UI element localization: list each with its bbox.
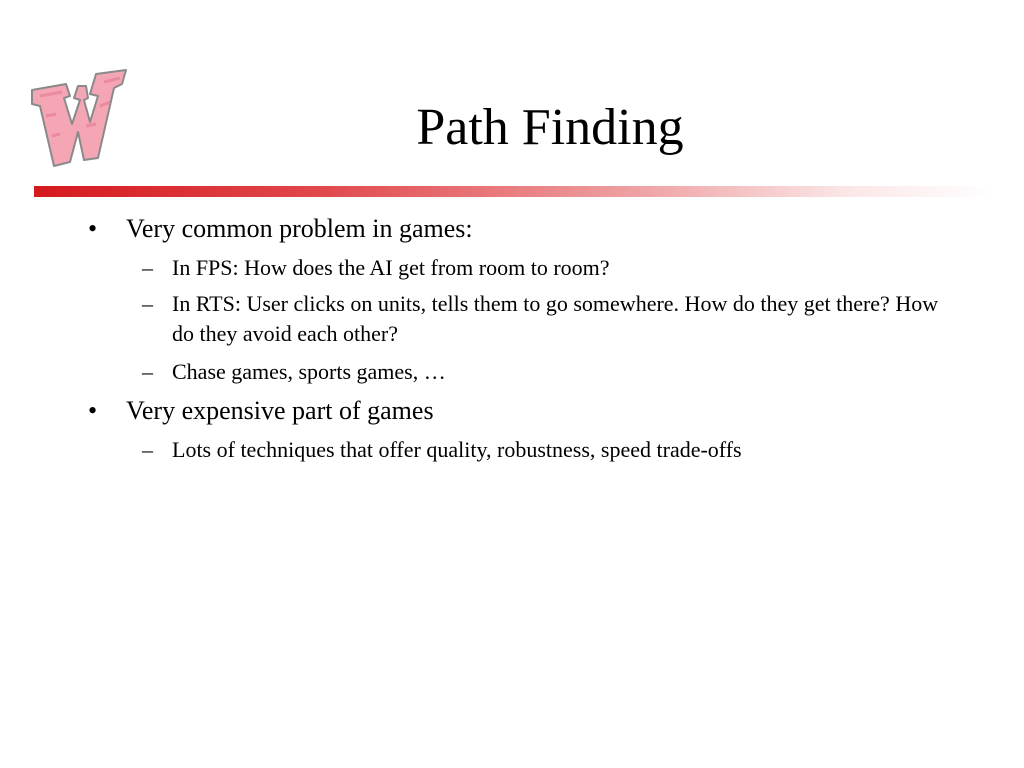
slide-title: Path Finding xyxy=(416,99,684,156)
sub-bullet-text: Lots of techniques that offer quality, robustness, speed trade-offs xyxy=(172,437,742,462)
bullet-text: Very common problem in games: xyxy=(126,214,473,243)
sub-bullet-text: In FPS: How does the AI get from room to room? xyxy=(172,255,610,280)
sub-bullet-marker: – xyxy=(142,291,153,316)
sub-bullet-marker: – xyxy=(142,359,153,384)
bullet-marker: • xyxy=(88,214,98,243)
sub-bullet-text: In RTS: User clicks on units, tells them to go somewhere. How do they get there? How do they avoid each other? xyxy=(172,291,939,346)
sub-bullet-marker: – xyxy=(142,255,153,280)
title-divider xyxy=(34,186,994,197)
bullet-marker: • xyxy=(88,396,98,425)
sub-bullet-text: Chase games, sports games, … xyxy=(172,359,446,384)
uw-motion-w-icon xyxy=(26,66,132,172)
bullet-text: Very expensive part of games xyxy=(126,396,434,425)
sub-bullet-marker: – xyxy=(142,437,153,462)
